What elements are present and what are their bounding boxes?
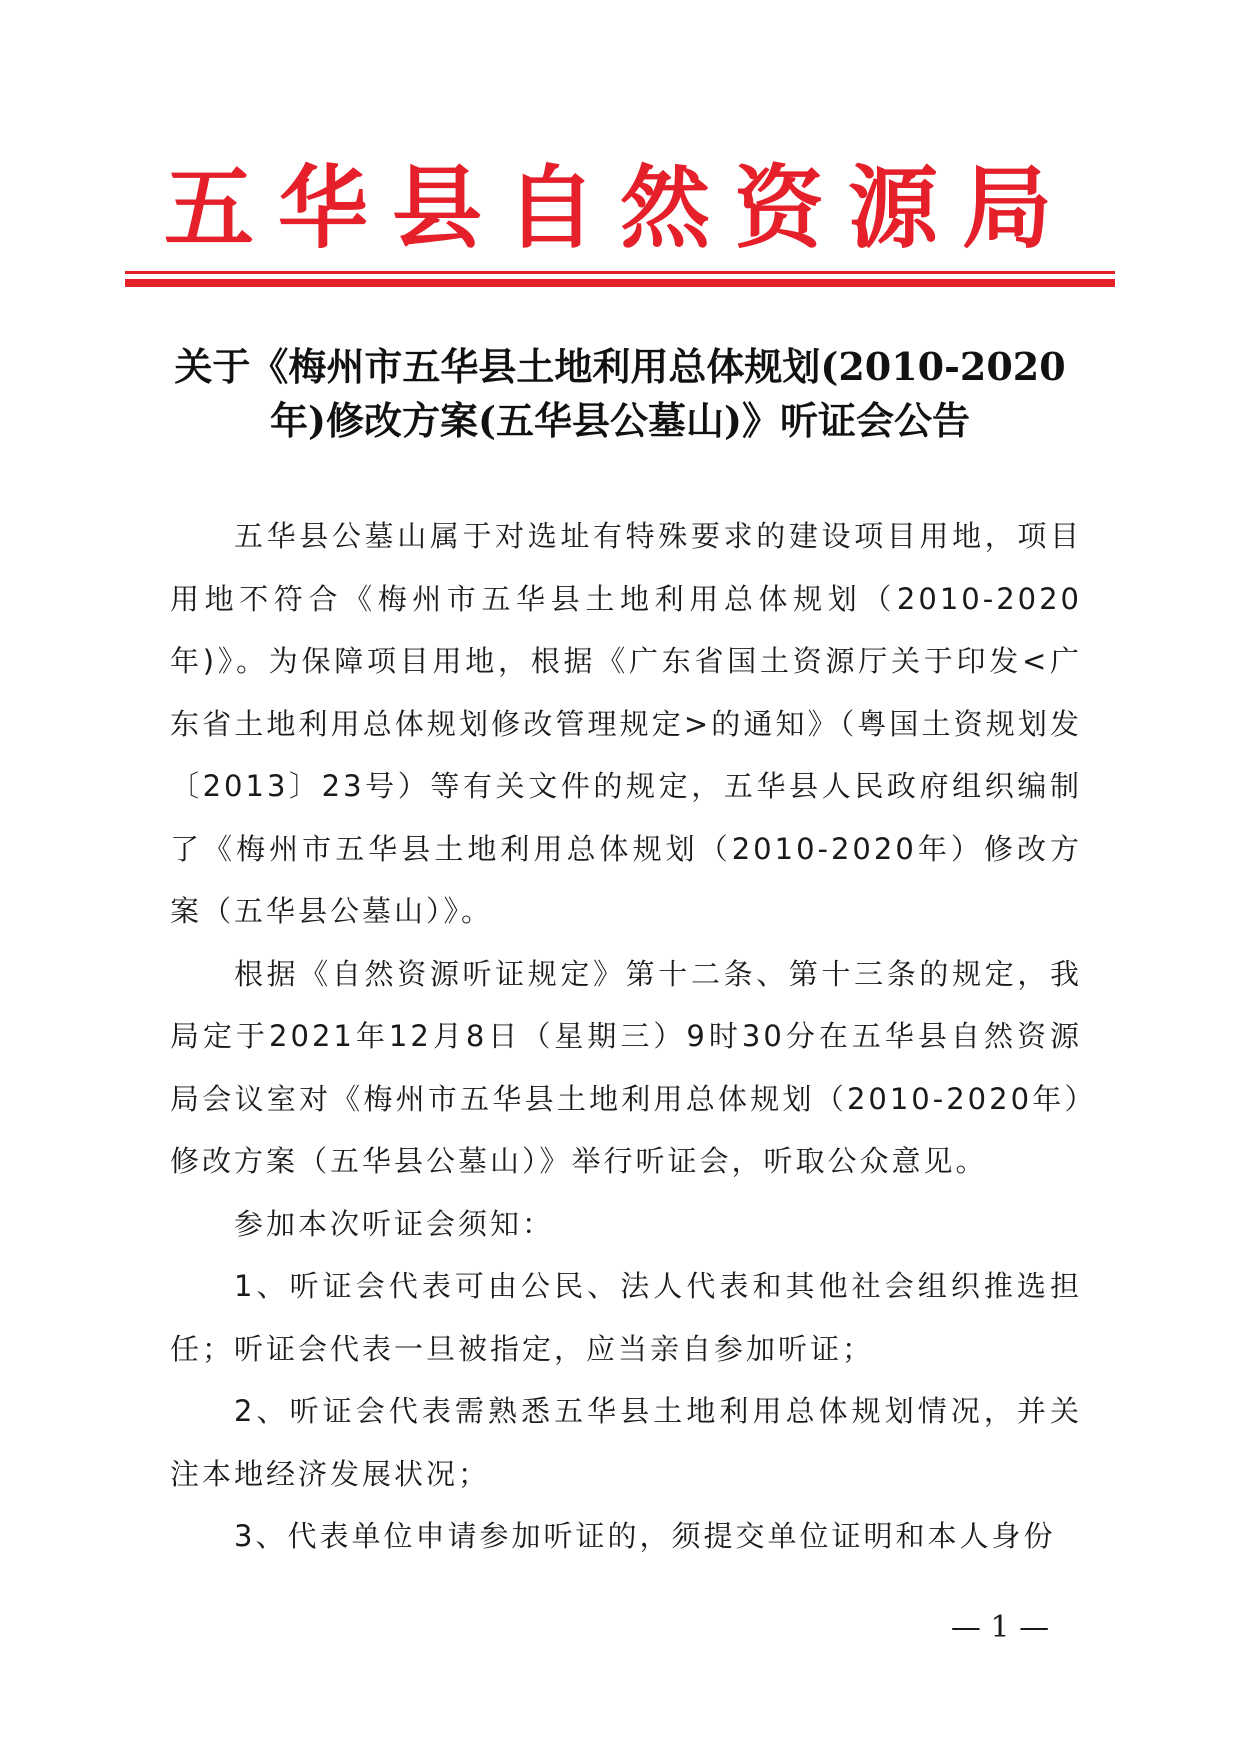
paragraph-notice-item-2: 2、听证会代表需熟悉五华县土地利用总体规划情况，并关注本地经济发展状况； [170,1394,1082,1491]
page-number: — 1 — [950,1610,1050,1645]
paragraph-hearing-schedule: 根据《自然资源听证规定》第十二条、第十三条的规定，我局定于2021年12月8日（星期三）9时30分在五华县自然资源局会议室对《梅州市五华县土地利用总体规划（2010-2020年）修改方案（五华县公墓山）》举行听证会，听取公众意见。 [170,956,1082,1178]
agency-header-title: 五华县自然资源局 [164,155,1076,261]
paragraph-notice-item-3: 3、代表单位申请参加听证的，须提交单位证明和本人身份 [234,1519,1056,1553]
document-title-line-1: 关于《梅州市五华县土地利用总体规划(2010-2020 [174,344,1066,389]
document-body [170,505,1082,1568]
header-rule-thin [125,271,1115,274]
paragraph-notice-item-1: 1、听证会代表可由公民、法人代表和其他社会组织推选担任；听证会代表一旦被指定，应当亲自参加听证； [170,1269,1082,1366]
header-rule-thick [125,279,1115,287]
paragraph-background: 五华县公墓山属于对选址有特殊要求的建设项目用地，项目用地不符合《梅州市五华县土地利用总体规划（2010-2020年)》。为保障项目用地，根据《广东省国土资源厅关于印发<广东省土地利用总体规划修改管理规定>的通知》（粤国土资规划发〔2013〕23号）等有关文件的规定，五华县人民政府组织编制了《梅州市五华县土地利用总体规划（2010-2020年）修改方案（五华县公墓山）》。 [170,519,1082,928]
document-title-line-2: 年)修改方案(五华县公墓山)》听证会公告 [270,398,970,443]
document-title [150,340,1090,448]
paragraph-notice-heading: 参加本次听证会须知： [234,1206,555,1241]
